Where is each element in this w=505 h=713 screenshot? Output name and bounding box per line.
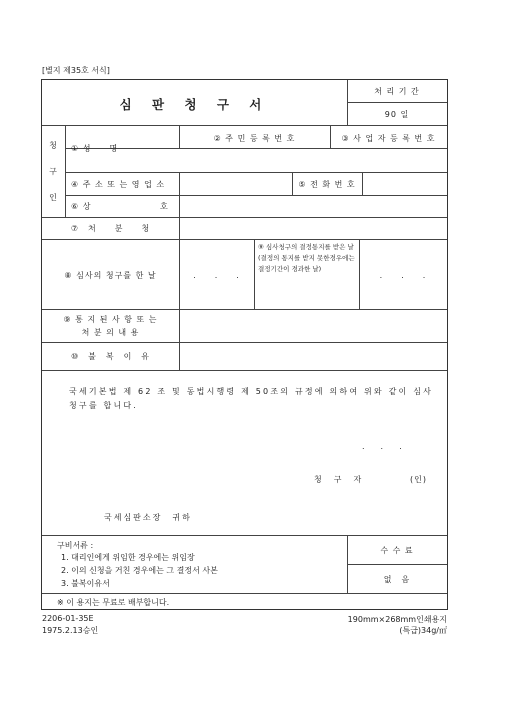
trade-name-label: ⑥ 상 — [71, 202, 92, 211]
objection-reason-field[interactable] — [179, 343, 447, 370]
claimant-label-3: 인 — [49, 193, 58, 202]
resident-number-field[interactable] — [179, 149, 330, 171]
claimant-label-2: 구 — [49, 167, 58, 176]
processing-period-label: 처 리 기 간 — [374, 87, 420, 96]
address-field[interactable] — [179, 173, 292, 195]
notified-matter-field[interactable] — [179, 310, 447, 342]
notified-matter-label-line2: 처 분 의 내 용 — [81, 328, 140, 337]
claimant-signature-label: 청 구 자 — [314, 475, 364, 484]
decision-notice-date-label: ⑨ 심사청구의 결정통지를 받은 날(결정의 통지를 받지 못한경우에는 결정기간이 경과한 날) — [258, 243, 355, 273]
objection-reason-label: ⑩ 불 복 이 유 — [70, 352, 151, 361]
processing-period-value: 90 일 — [384, 110, 410, 119]
free-distribution-note: ※ 이 용지는 무료로 배부합니다. — [57, 598, 170, 607]
attachment-item: 2. 이의 신청을 거친 경우에는 그 결정서 사본 — [61, 566, 218, 575]
phone-field[interactable] — [362, 173, 447, 195]
seal-mark: (인) — [410, 475, 427, 484]
appeal-request-form — [41, 79, 448, 610]
attachments-heading: 구비서류 : — [57, 541, 94, 550]
form-title: 심 판 청 구 서 — [119, 97, 270, 112]
fee-value: 없 음 — [383, 575, 411, 584]
claimant-label-1: 청 — [49, 141, 58, 150]
trade-name-label-end: 호 — [160, 202, 169, 211]
form-number-label: [별지 제35호 서식] — [42, 66, 110, 75]
trade-name-field[interactable] — [179, 196, 447, 217]
resident-number-label: ② 주 민 등 록 번 호 — [213, 134, 296, 143]
review-request-date-value[interactable]: . . . — [193, 271, 240, 280]
business-number-label: ③ 사 업 자 등 록 번 호 — [341, 134, 436, 143]
disposition-office-label: ⑦ 처 분 청 — [70, 224, 151, 233]
phone-label: ⑤ 전 화 번 호 — [298, 180, 356, 189]
disposition-office-field[interactable] — [179, 218, 447, 239]
attachment-item: 3. 불복이유서 — [61, 579, 110, 588]
request-date-placeholder[interactable]: . . . — [362, 442, 402, 451]
approval-date: 1975.2.13승인 — [42, 626, 99, 635]
name-label: ① 성 명 — [71, 144, 119, 153]
paper-size: 190mm×268mm인쇄용지 — [347, 615, 447, 624]
business-number-field[interactable] — [330, 149, 447, 171]
review-request-date-label: ⑧ 심사의 청구를 한 날 — [64, 271, 157, 280]
notified-matter-label-line1: ⑨ 통 지 된 사 항 또 는 — [63, 315, 158, 324]
form-code: 2206-01-35E — [42, 614, 94, 623]
attachment-item: 1. 대리인에게 위임한 경우에는 위임장 — [61, 553, 195, 562]
address-label: ④ 주 소 또 는 영 업 소 — [71, 180, 166, 189]
paper-grade: (특급)34g/㎡ — [399, 626, 447, 635]
decision-notice-date-value[interactable]: . . . — [379, 271, 427, 280]
fee-label: 수 수 료 — [380, 546, 414, 555]
statement-text: 국세기본법 제 62 조 및 동법시행령 제 50조의 규정에 의하여 위와 같이 심사청구를 합니다. — [69, 387, 434, 410]
addressee-text: 국세심판소장 귀하 — [104, 513, 192, 522]
